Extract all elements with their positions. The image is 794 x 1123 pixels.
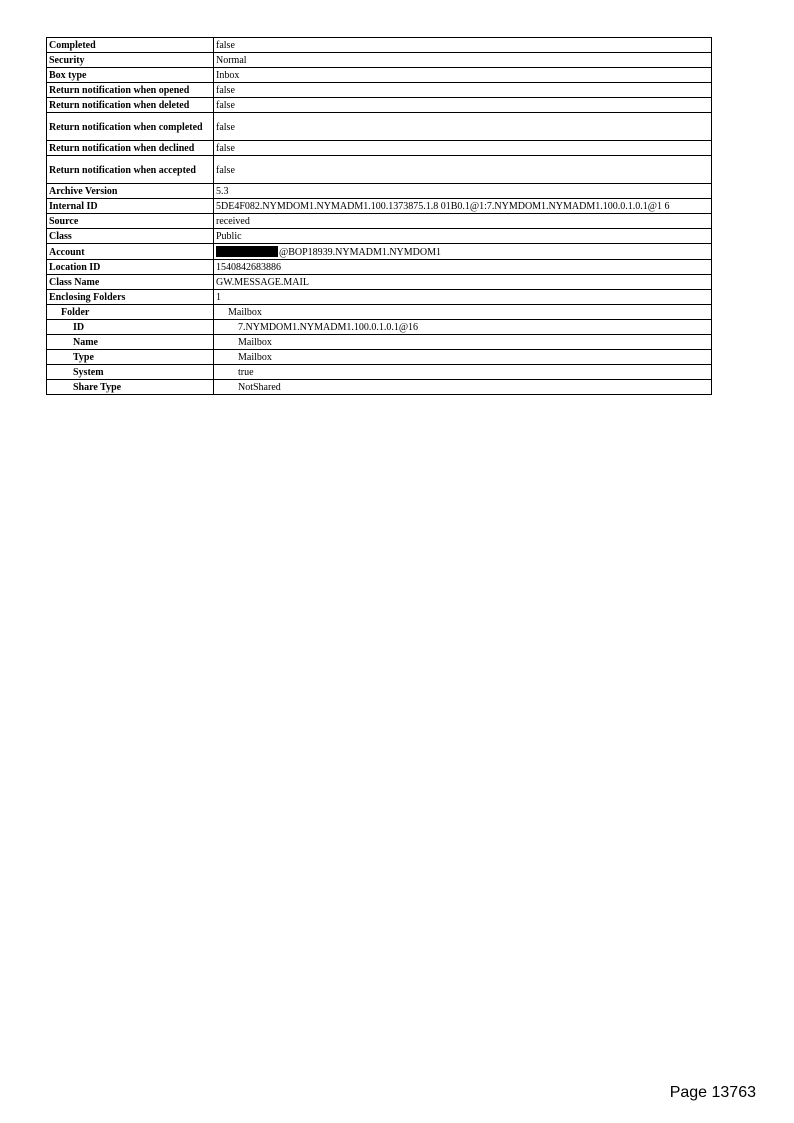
account-domain: @BOP18939.NYMADM1.NYMDOM1	[279, 247, 442, 258]
property-key: Return notification when completed	[47, 113, 214, 141]
redaction-block	[216, 246, 278, 257]
property-key: Type	[47, 350, 214, 365]
property-key: Class	[47, 229, 214, 244]
property-value	[214, 244, 712, 260]
property-value: 1	[214, 290, 712, 305]
property-key: ID	[47, 320, 214, 335]
table-row	[47, 156, 712, 184]
property-value: 5.3	[214, 184, 712, 199]
table-row	[47, 365, 712, 380]
page-number: Page 13763	[669, 1084, 756, 1101]
property-value: GW.MESSAGE.MAIL	[214, 275, 712, 290]
table-row	[47, 113, 712, 141]
property-value: false	[214, 38, 712, 53]
properties-table	[46, 37, 712, 395]
table-row	[47, 290, 712, 305]
table-row	[47, 244, 712, 260]
property-key: Return notification when deleted	[47, 98, 214, 113]
table-row	[47, 184, 712, 199]
table-row	[47, 38, 712, 53]
table-row	[47, 335, 712, 350]
property-key: Account	[47, 244, 214, 260]
table-row	[47, 214, 712, 229]
property-key: System	[47, 365, 214, 380]
property-value: false	[214, 141, 712, 156]
property-key: Completed	[47, 38, 214, 53]
property-value: Normal	[214, 53, 712, 68]
property-key: Source	[47, 214, 214, 229]
table-row	[47, 305, 712, 320]
table-row	[47, 229, 712, 244]
property-key: Internal ID	[47, 199, 214, 214]
table-row	[47, 350, 712, 365]
table-row	[47, 83, 712, 98]
property-value: received	[214, 214, 712, 229]
table-row	[47, 320, 712, 335]
table-row	[47, 275, 712, 290]
property-key: Name	[47, 335, 214, 350]
property-key: Return notification when declined	[47, 141, 214, 156]
property-value: Mailbox	[214, 350, 712, 365]
property-value: Mailbox	[214, 335, 712, 350]
table-row	[47, 260, 712, 275]
table-row	[47, 141, 712, 156]
property-value: false	[214, 83, 712, 98]
property-value: true	[214, 365, 712, 380]
property-value: false	[214, 113, 712, 141]
table-row	[47, 199, 712, 214]
property-key: Box type	[47, 68, 214, 83]
property-value: NotShared	[214, 380, 712, 395]
property-key: Enclosing Folders	[47, 290, 214, 305]
property-value: Public	[214, 229, 712, 244]
property-value: 1540842683886	[214, 260, 712, 275]
property-value: 5DE4F082.NYMDOM1.NYMADM1.100.1373875.1.8 01B0.1@1:7.NYMDOM1.NYMADM1.100.0.1.0.1@1 6	[214, 199, 712, 214]
property-key: Location ID	[47, 260, 214, 275]
property-key: Folder	[47, 305, 214, 320]
table-row	[47, 53, 712, 68]
property-key: Class Name	[47, 275, 214, 290]
property-key: Share Type	[47, 380, 214, 395]
table-row	[47, 98, 712, 113]
property-value: false	[214, 156, 712, 184]
property-key: Security	[47, 53, 214, 68]
property-value: 7.NYMDOM1.NYMADM1.100.0.1.0.1@16	[214, 320, 712, 335]
property-key: Archive Version	[47, 184, 214, 199]
property-value: Inbox	[214, 68, 712, 83]
table-row	[47, 380, 712, 395]
property-value: false	[214, 98, 712, 113]
property-key: Return notification when accepted	[47, 156, 214, 184]
property-value: Mailbox	[214, 305, 712, 320]
table-row	[47, 68, 712, 83]
property-key: Return notification when opened	[47, 83, 214, 98]
